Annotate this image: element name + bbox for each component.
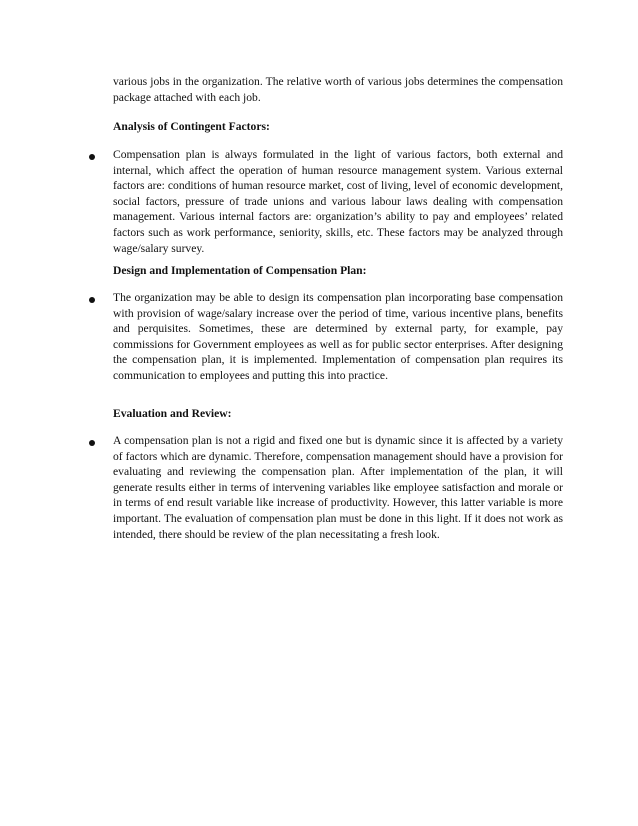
section-heading-contingent-factors: Analysis of Contingent Factors: bbox=[113, 120, 270, 133]
section-heading-evaluation-review: Evaluation and Review: bbox=[113, 407, 232, 420]
section-body-contingent-factors: Compensation plan is always formulated in the light of various factors, both external and internal, which affect the operation of human resource management system. Various external factors are: conditions of human resource market, cost of living, level of economic development, social factors, pressure of trade unions and various labour laws dealing with compensation management. Various internal factors are: organization’s ability to pay and employees’ related factors such as work performance, seniority, skills, etc. These factors may be analyzed through wage/salary survey. bbox=[113, 148, 563, 255]
bullet-icon bbox=[89, 440, 95, 446]
section-heading-design-implementation: Design and Implementation of Compensation Plan: bbox=[113, 264, 367, 277]
section-body-design-implementation: The organization may be able to design its compensation plan incorporating base compensation with provision of wage/salary increase over the period of time, various incentive plans, benefits and perquisites. Sometimes, these are determined by external party, for example, pay commissions for Government employees as well as for public sector enterprises. After designing the compensation plan, it is implemented. Implementation of compensation plan requires its communication to employees and putting this into practice. bbox=[113, 291, 563, 382]
bullet-icon bbox=[89, 154, 95, 160]
bullet-icon bbox=[89, 297, 95, 303]
section-body-evaluation-review: A compensation plan is not a rigid and fixed one but is dynamic since it is affected by a variety of factors which are dynamic. Therefore, compensation management should have a provision for evaluating and reviewing the compensation plan. After implementation of the plan, it will generate results either in terms of intervening variables like employee satisfaction and morale or in terms of end result variable like increase of productivity. However, this latter variable is more important. The evaluation of compensation plan must be done in this light. If it does not work as intended, there should be review of the plan necessitating a fresh look. bbox=[113, 434, 563, 541]
intro-paragraph: various jobs in the organization. The relative worth of various jobs determines the compensation package attached with each job. bbox=[113, 75, 563, 104]
